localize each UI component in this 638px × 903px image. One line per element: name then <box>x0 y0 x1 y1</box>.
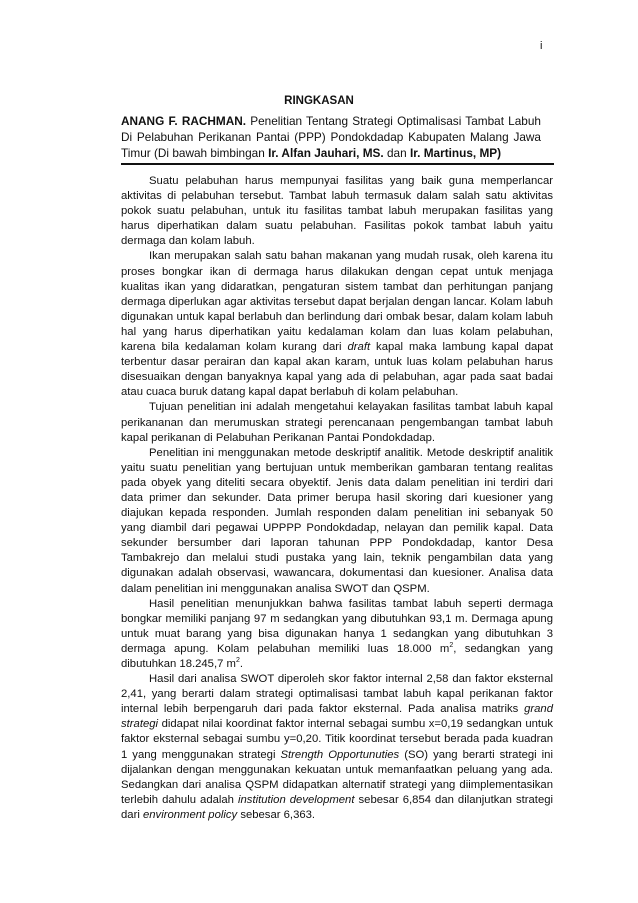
paragraph-5-part-b: , sedangkan yang dibutuhkan 18.245,7 m <box>121 642 553 670</box>
advisor-conjunction: dan <box>386 146 407 160</box>
paragraph-2 <box>121 249 553 400</box>
term-institution-development: institution development <box>238 793 355 806</box>
superscript-2: 2 <box>235 657 240 664</box>
paragraph-5-part-c: . <box>239 658 243 670</box>
abstract-body <box>121 174 553 823</box>
page-number: i <box>540 40 543 52</box>
paragraph-3: Tujuan penelitian ini adalah mengetahui kelayakan fasilitas tambat labuh kapal perikananan dan merumuskan strategi perencanaan pengembangan tambat labuh kapal perikanan di Pelabuhan Perikanan Pantai Pondokdadap. <box>121 401 553 444</box>
research-description: Penelitian Tentang Strategi Optimalisasi Tambat Labuh Di Pelabuhan Perikanan Pantai (PPP) Pondokdadap Kabupaten Malang Jawa Timur (Di bawah bimbingan <box>121 114 541 160</box>
header-divider <box>121 163 554 165</box>
paragraph-6-part-c: (SO) yang berarti strategi ini dijalankan dengan menggunakan kekuatan untuk memanfaatkan peluang yang ada. Sedangkan dari analisa QSPM didapatkan alternatif strategi yang diimplementasikan terlebih dahulu adalah <box>121 748 553 806</box>
term-draft: draft <box>347 341 371 354</box>
paragraph-2-part-a: Ikan merupakan salah satu bahan makanan yang mudah rusak, oleh karena itu proses bongkar ikan di dermaga harus dilakukan dengan cepat untuk menjaga kualitas ikan yang didaratkan, pengaturan sistem tambat dan perhitungan panjang dermaga diperlukan agar aktivitas tersebut dapat berjalan dengan lancar. Kolam labuh digunakan untuk kapal berlabuh dan berlindung dari ombak besar, dalam kolam labuh hal yang harus diperhatikan yaitu kedalaman kolam dan luas kolam pelabuhan, karena bila kedalaman kolam kurang dari <box>121 250 553 354</box>
paragraph-6-part-b: didapat nilai koordinat faktor internal sebagai sumbu x=0,19 sedangkan untuk faktor eksternal sebagai sumbu y=0,20. Titik koordinat tersebut berada pada kuadran 1 yang menggunakan strategi <box>121 718 554 761</box>
summary-header <box>121 113 541 161</box>
paragraph-6-part-e: sebesar 6,363. <box>240 808 316 821</box>
paragraph-4: Penelitian ini menggunakan metode deskriptif analitik. Metode deskriptif analitik yaitu suatu penelitian yang bertujuan untuk memberikan gambaran tentang realitas pada obyek yang diteliti secara obyektif. Jenis data dalam penelitian ini terdiri dari data primer dan sekunder. Data primer berupa hasil skoring dari kuesioner yang diajukan kepada responden. Jumlah responden dalam penelitian ini sebanyak 50 yang diambil dari pegawai UPPPP Pondokdadap, nelayan dan pemilik kapal. Data sekunder bersumber dari laporan tahunan PPP Pondokdadap, kantor Desa Tambakrejo dan melalui studi pustaka yang lain, teknik pengambilan data yang digunakan adalah observasi, wawancara, dokumentasi dan kuesioner. Analisa data dalam penelitian ini menggunakan analisa SWOT dan QSPM. <box>121 446 553 595</box>
paragraph-6-part-d: sebesar 6,854 dan dilanjutkan strategi dari <box>121 793 554 821</box>
advisor-1: Ir. Alfan Jauhari, MS. <box>268 146 384 160</box>
term-grand-strategi: grand strategi <box>121 703 553 731</box>
term-environment-policy: environment policy <box>142 808 238 821</box>
paragraph-6-part-a: Hasil dari analisa SWOT diperoleh skor faktor internal 2,58 dan faktor eksternal 2,41, yang berarti dalam strategi optimalisasi tambat labuh kapal perikanan faktor internal lebih berpengaruh dari pada faktor eksternal. Pada analisa matriks <box>121 673 553 716</box>
paragraph-5-part-a: Hasil penelitian menunjukkan bahwa fasilitas tambat labuh seperti dermaga bongkar memiliki panjang 97 m sedangkan yang dibutuhkan 93,1 m. Dermaga apung untuk muat barang yang bisa digunakan hanya 1 sedangkan yang dibutuhkan 3 dermaga apung. Kolam pelabuhan memiliki luas 18.000 m <box>121 597 553 655</box>
term-strength-opportunities: Strength Opportunuties <box>280 748 400 761</box>
advisor-2: Ir. Martinus, MP) <box>409 146 502 160</box>
page-title: RINGKASAN <box>284 95 354 107</box>
superscript-1: 2 <box>449 641 454 649</box>
author-name: ANANG F. RACHMAN. <box>121 114 247 128</box>
paragraph-6 <box>121 672 553 823</box>
paragraph-5 <box>121 597 553 672</box>
paragraph-1: Suatu pelabuhan harus mempunyai fasilitas yang baik guna memperlancar aktivitas di pelabuhan tersebut. Tambat labuh termasuk dalam salah satu aktivitas pokok suatu pelabuhan, untuk itu fasilitas tambat labuh merupakan fasilitas yang harus diperhatikan dalam suatu pelabuhan. Fasilitas pokok tambat labuh yaitu dermaga dan kolam labuh. <box>121 175 553 248</box>
paragraph-2-part-b: kapal maka lambung kapal dapat terbentur dasar perairan dan kapal akan karam, untuk luas kolam pelabuhan harus disesuaikan dengan banyaknya kapal yang ada di pelabuhan, agar pada saat badai atau cuaca buruk datang kapal dapat berlabuh di kolam pelabuhan. <box>121 341 554 399</box>
